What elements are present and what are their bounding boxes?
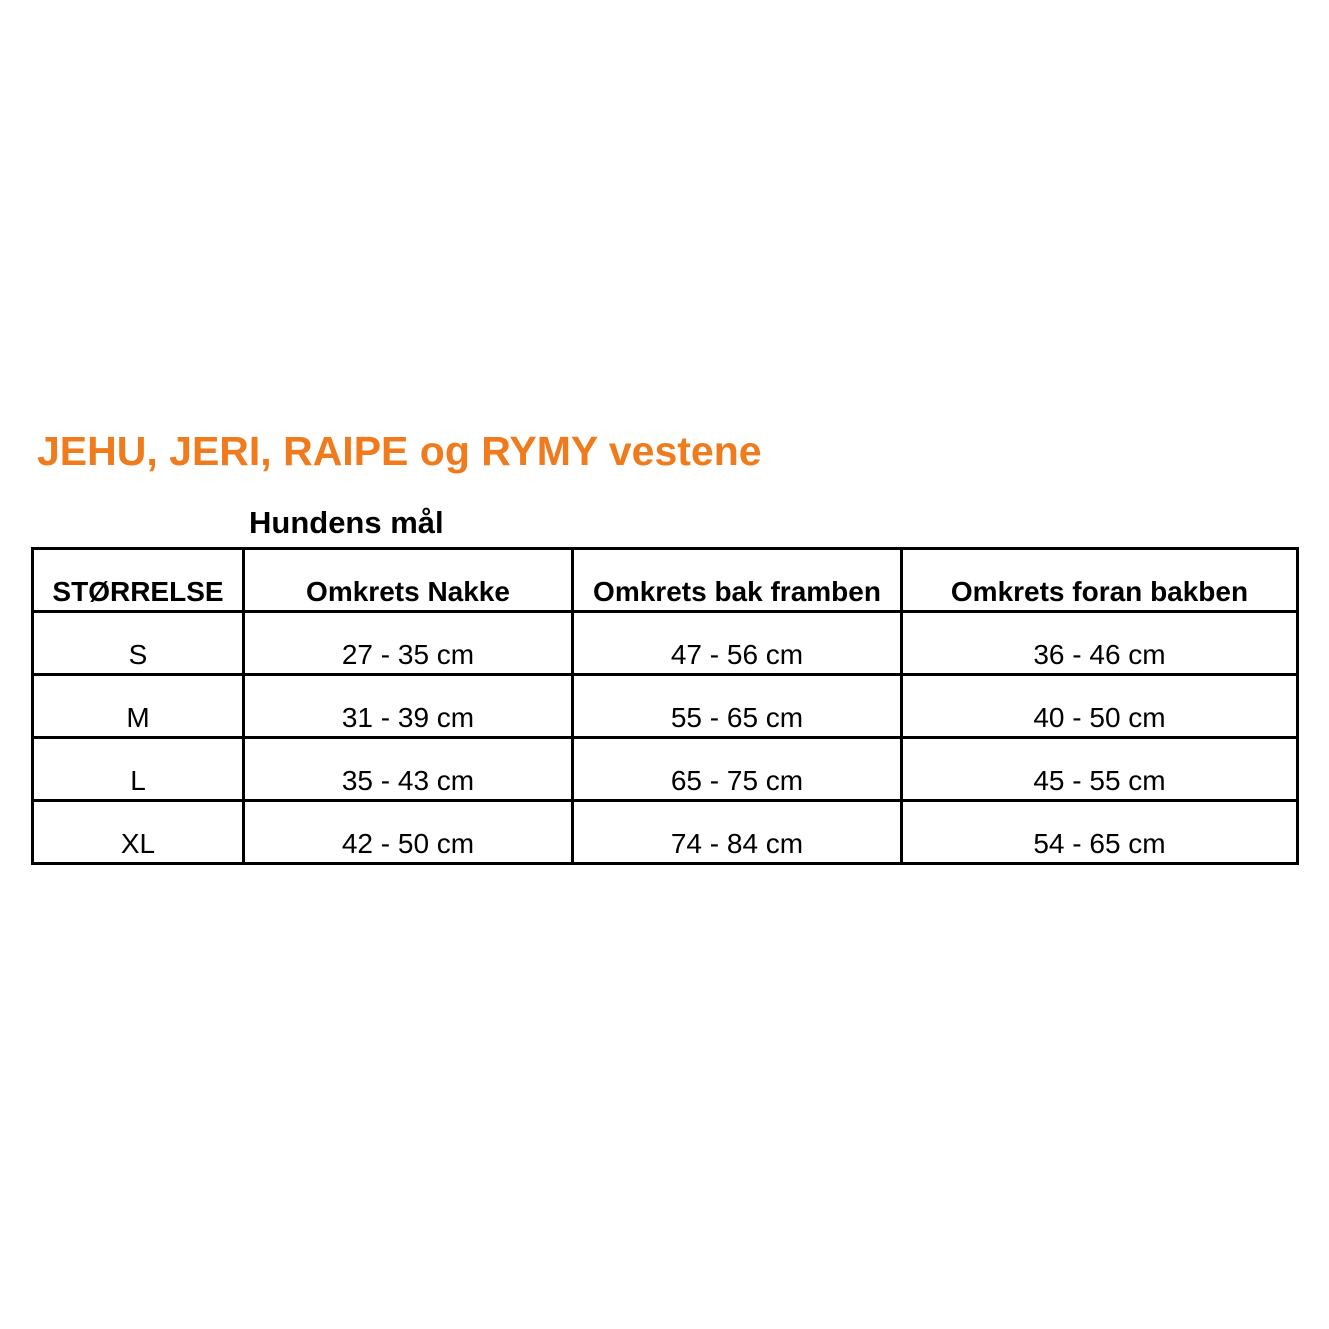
cell-size: L <box>33 738 244 801</box>
table-row <box>33 738 1298 801</box>
cell-size: M <box>33 675 244 738</box>
cell-neck: 35 - 43 cm <box>244 738 573 801</box>
cell-waist: 36 - 46 cm <box>902 612 1298 675</box>
table-row <box>33 675 1298 738</box>
cell-neck: 27 - 35 cm <box>244 612 573 675</box>
cell-waist: 45 - 55 cm <box>902 738 1298 801</box>
header-size: STØRRELSE <box>33 549 244 612</box>
cell-size: XL <box>33 801 244 864</box>
cell-chest: 47 - 56 cm <box>573 612 902 675</box>
cell-neck: 31 - 39 cm <box>244 675 573 738</box>
table-header-row <box>33 549 1298 612</box>
table-row <box>33 612 1298 675</box>
cell-size: S <box>33 612 244 675</box>
header-neck-circumference: Omkrets Nakke <box>244 549 573 612</box>
cell-chest: 74 - 84 cm <box>573 801 902 864</box>
page-title: JEHU, JERI, RAIPE og RYMY vestene <box>37 428 762 474</box>
header-waist-circumference: Omkrets foran bakben <box>902 549 1298 612</box>
cell-neck: 42 - 50 cm <box>244 801 573 864</box>
cell-chest: 55 - 65 cm <box>573 675 902 738</box>
header-chest-circumference: Omkrets bak framben <box>573 549 902 612</box>
cell-chest: 65 - 75 cm <box>573 738 902 801</box>
table-subtitle: Hundens mål <box>249 505 444 540</box>
cell-waist: 54 - 65 cm <box>902 801 1298 864</box>
table-row <box>33 801 1298 864</box>
size-table <box>31 547 1299 865</box>
cell-waist: 40 - 50 cm <box>902 675 1298 738</box>
